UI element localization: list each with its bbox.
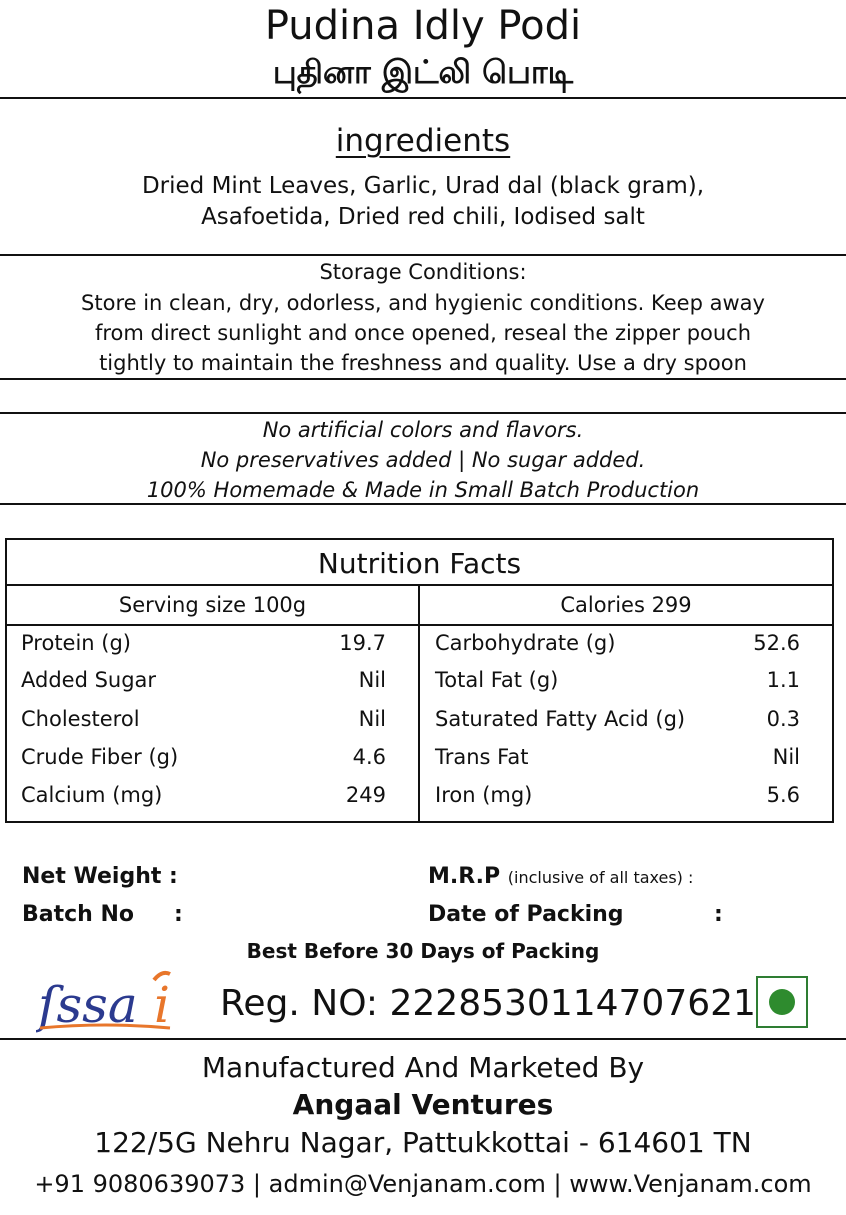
nutrient-value: 249 (345, 783, 386, 807)
storage-line: Store in clean, dry, odorless, and hygienic conditions. Keep away (81, 291, 765, 315)
product-claims (0, 415, 846, 505)
date-of-packing-label: Date of Packing (428, 902, 624, 927)
company-name: Angaal Ventures (292, 1088, 554, 1121)
divider (0, 378, 846, 380)
storage-line: from direct sunlight and once opened, reseal the zipper pouch (94, 321, 752, 345)
nutrient-label: Total Fat (g) (435, 668, 559, 692)
nutrient-value: 19.7 (339, 631, 386, 655)
date-of-packing-colon: : (714, 902, 723, 927)
storage-line: tightly to maintain the freshness and quality. Use a dry spoon (99, 351, 747, 375)
fssai-logo-i: i (154, 976, 170, 1034)
divider (0, 254, 846, 256)
nutrient-value: 5.6 (766, 783, 800, 807)
nutrient-value: 0.3 (766, 707, 800, 731)
fssai-registration-number: Reg. NO: 22285301147076​21 (220, 983, 756, 1024)
mrp-note: (inclusive of all taxes) : (507, 868, 694, 887)
nutrient-label: Cholesterol (21, 707, 140, 731)
ingredients-heading-text: ingredients (335, 123, 511, 159)
batch-no-label: Batch No (22, 902, 135, 927)
nutrition-facts-title: Nutrition Facts (7, 540, 832, 586)
storage-heading: Storage Conditions: (319, 260, 527, 284)
nutrient-label: Protein (g) (21, 631, 132, 655)
nutrient-value: 52.6 (753, 631, 800, 655)
divider (0, 503, 846, 505)
serving-size: Serving size 100g (118, 593, 307, 617)
divider (0, 97, 846, 99)
manufactured-by: Manufactured And Marketed By (201, 1051, 645, 1084)
batch-no-colon: : (174, 902, 183, 927)
product-title: Pudina Idly Podi (264, 3, 582, 49)
fssai-logo-text: ſssa (38, 976, 138, 1034)
company-address: 122/5G Nehru Nagar, Pattukkottai - 614601 TN (94, 1126, 752, 1159)
nutrient-label: Carbohydrate (g) (435, 631, 616, 655)
nutrition-divider (420, 624, 832, 626)
nutrition-right-column (420, 628, 832, 818)
calories: Calories 299 (560, 593, 692, 617)
nutrient-label: Calcium (mg) (21, 783, 163, 807)
nutrient-label: Iron (mg) (435, 783, 533, 807)
nutrient-value: 1.1 (766, 668, 800, 692)
ingredients-line: Asafoetida, Dried red chili, Iodised salt (201, 204, 645, 230)
nutrition-left-column (7, 628, 418, 818)
nutrition-facts-table (5, 538, 834, 823)
contact-info: +91 9080639073 | admin@Venjanam.com | www.Venjanam.com (34, 1170, 812, 1198)
mrp-text: M.R.P (428, 864, 501, 889)
claim-line: No artificial colors and flavors. (262, 418, 584, 442)
nutrient-label: Saturated Fatty Acid (g) (435, 707, 686, 731)
divider (0, 412, 846, 414)
storage-text (0, 288, 846, 378)
nutrient-label: Trans Fat (435, 745, 529, 769)
nutrient-label: Added Sugar (21, 668, 157, 692)
claim-line: No preservatives added | No sugar added. (200, 448, 646, 472)
divider (0, 1038, 846, 1040)
veg-mark-icon (756, 976, 808, 1028)
veg-dot (769, 989, 795, 1015)
best-before: Best Before 30 Days of Packing (246, 939, 600, 963)
nutrition-divider (7, 624, 418, 626)
nutrient-value: Nil (358, 668, 386, 692)
fssai-logo (36, 966, 176, 1036)
nutrient-label: Crude Fiber (g) (21, 745, 179, 769)
product-title-tamil: புதினா இட்லி பொடி (272, 53, 574, 91)
nutrient-value: 4.6 (352, 745, 386, 769)
nutrient-value: Nil (772, 745, 800, 769)
nutrient-value: Nil (358, 707, 386, 731)
mrp-label (428, 862, 693, 893)
ingredients-text (0, 171, 846, 233)
ingredients-heading (0, 122, 846, 160)
net-weight-label: Net Weight : (22, 864, 178, 889)
ingredients-line: Dried Mint Leaves, Garlic, Urad dal (black gram), (141, 173, 705, 199)
claim-line: 100% Homemade & Made in Small Batch Production (146, 478, 700, 502)
